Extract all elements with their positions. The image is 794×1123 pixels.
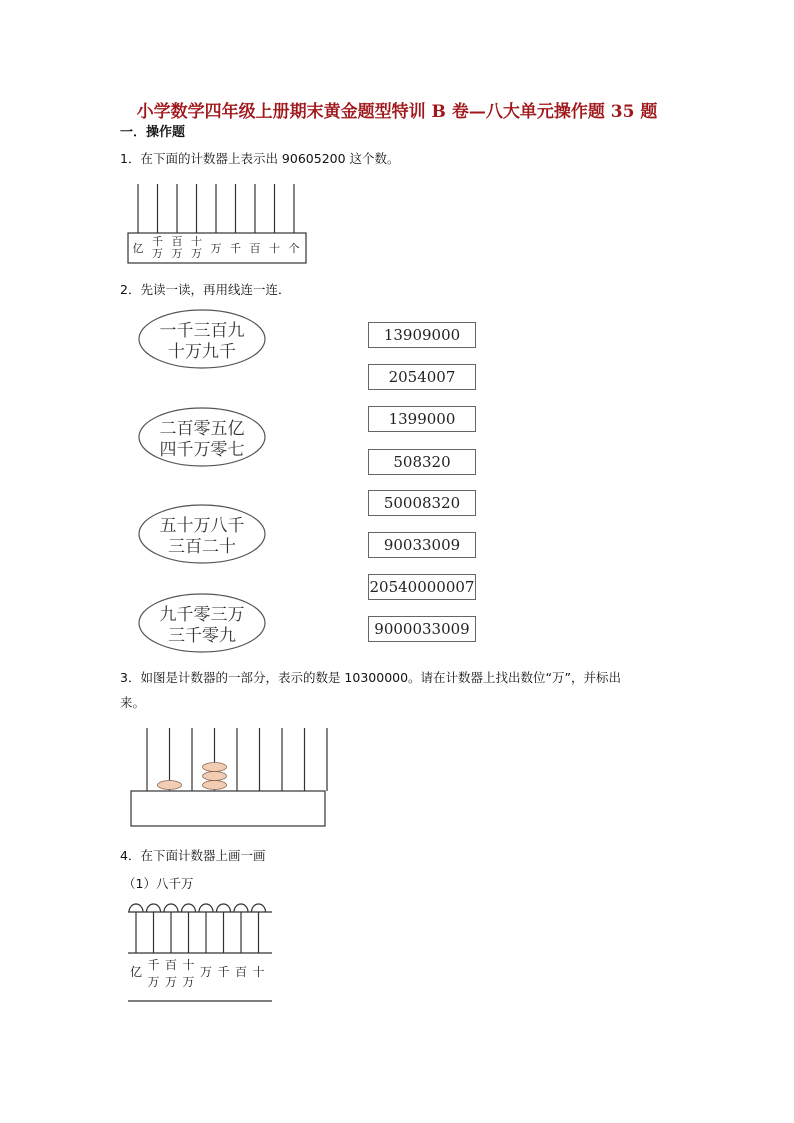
abacus-q4-arch: [252, 904, 266, 912]
number-box[interactable]: 508320: [368, 449, 476, 475]
abacus-q4-arch: [234, 904, 248, 912]
abacus-q4-label: 千: [217, 965, 230, 979]
abacus-q4-label: 万: [164, 975, 178, 989]
abacus-q3-bead: [203, 772, 227, 781]
number-box[interactable]: 90033009: [368, 532, 476, 558]
reading-oval-text: 四千万零七: [159, 440, 245, 460]
abacus-q4-label: 百: [164, 958, 178, 972]
number-box[interactable]: 20540000007: [368, 574, 476, 600]
abacus-q1-label: 十: [269, 242, 280, 255]
abacus-q1-label: 百: [171, 235, 183, 248]
abacus-q4-label: 万: [147, 975, 160, 989]
abacus-q4-arch: [182, 904, 196, 912]
abacus-q1-label: 个: [288, 242, 300, 255]
abacus-q4-label: 万: [182, 975, 195, 989]
reading-oval-text: 二百零五亿: [159, 419, 245, 439]
number-box[interactable]: 50008320: [368, 490, 476, 516]
abacus-q1[interactable]: [118, 180, 318, 266]
abacus-q4[interactable]: [118, 897, 278, 1007]
abacus-q3-bead: [158, 781, 182, 790]
abacus-q1-label: 万: [171, 247, 183, 260]
abacus-q3-base: [131, 791, 325, 826]
section-heading: 一．操作题: [120, 125, 186, 140]
abacus-q3-bead: [203, 781, 227, 790]
abacus-q1-label: 万: [210, 242, 222, 255]
reading-oval-text: 九千零三万: [159, 605, 245, 625]
abacus-q1-label: 千: [152, 235, 163, 248]
reading-oval-text: 三千零九: [168, 626, 236, 646]
abacus-q4-arch: [147, 904, 161, 912]
abacus-q3[interactable]: [128, 726, 330, 832]
question-1-text: 1．在下面的计数器上表示出 90605200 这个数。: [120, 151, 400, 166]
reading-oval-text: 一千三百九: [159, 321, 245, 341]
question-4-text: 4．在下面计数器上画一画: [120, 848, 266, 863]
document-title: 小学数学四年级上册期末黄金题型特训 B 卷—八大单元操作题 35 题: [136, 102, 658, 122]
abacus-q4-label: 万: [199, 965, 213, 979]
abacus-q1-label: 百: [249, 242, 261, 255]
abacus-q3-bead: [203, 763, 227, 772]
abacus-q4-arch: [164, 904, 178, 912]
number-box[interactable]: 2054007: [368, 364, 476, 390]
abacus-q4-arch: [199, 904, 213, 912]
abacus-q4-label: 十: [182, 958, 195, 972]
reading-ovals: [135, 308, 285, 658]
abacus-q4-label: 亿: [129, 965, 143, 979]
abacus-q4-arch: [129, 904, 143, 912]
abacus-q4-label: 十: [252, 965, 265, 979]
abacus-q1-label: 亿: [132, 242, 144, 255]
number-box[interactable]: 13909000: [368, 322, 476, 348]
question-2-text: 2．先读一读，再用线连一连．: [120, 282, 291, 297]
number-box[interactable]: 9000033009: [368, 616, 476, 642]
abacus-q1-label: 万: [152, 247, 163, 260]
question-3-text-line1: 3．如图是计数器的一部分，表示的数是 10300000。请在计数器上找出数位“万”，并标出: [120, 670, 622, 685]
reading-oval-text: 三百二十: [168, 537, 236, 557]
number-box[interactable]: 1399000: [368, 406, 476, 432]
question-4-subitem: （1）八千万: [123, 876, 194, 891]
reading-oval-text: 五十万八千: [159, 516, 245, 536]
abacus-q4-label: 百: [234, 965, 248, 979]
reading-oval-text: 十万九千: [168, 342, 236, 362]
abacus-q1-label: 千: [230, 242, 241, 255]
abacus-q1-label: 十: [191, 235, 202, 248]
abacus-q1-label: 万: [191, 247, 202, 260]
question-3-text-line2: 来。: [120, 695, 146, 710]
abacus-q4-arch: [217, 904, 231, 912]
abacus-q4-label: 千: [147, 958, 160, 972]
